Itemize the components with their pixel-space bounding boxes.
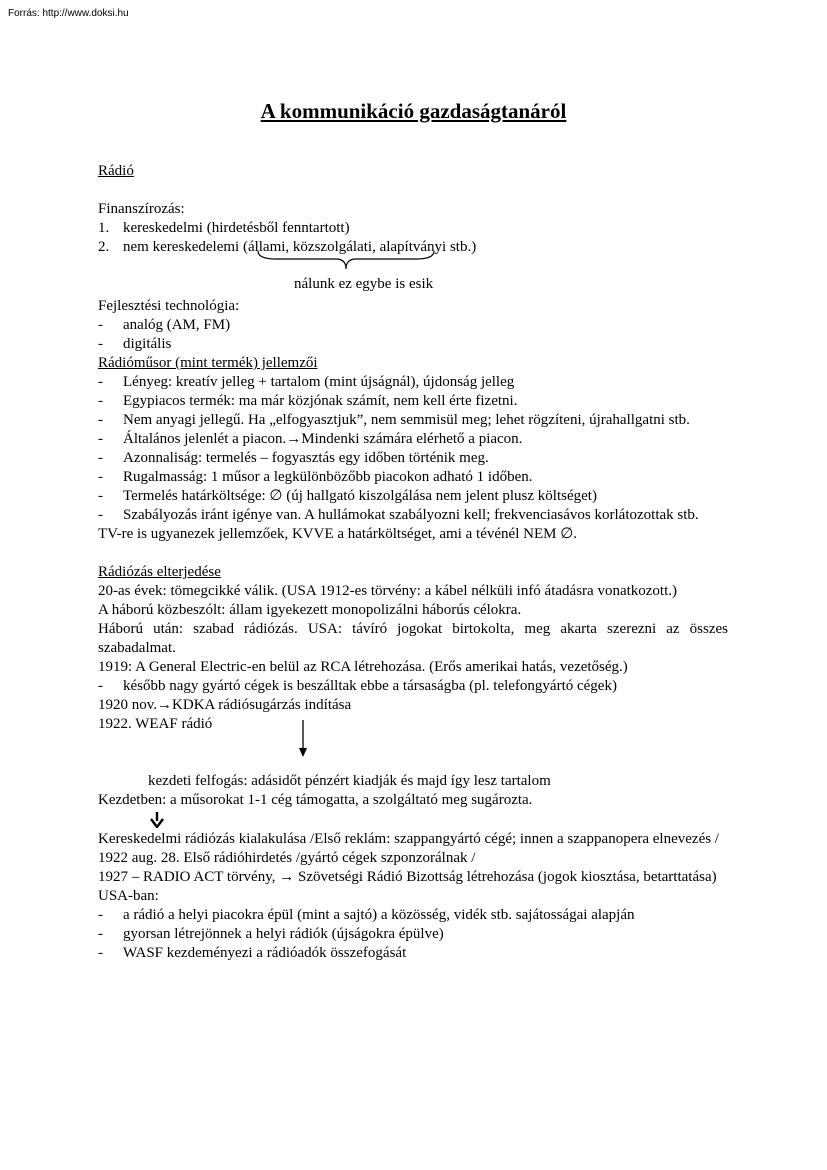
list-item: - Azonnaliság: termelés – fogyasztás egy időben történik meg. (98, 450, 489, 466)
paragraph: 1922 aug. 28. Első rádióhirdetés /gyártó cégek szponzorálnak / (98, 850, 476, 866)
curly-brace-icon (256, 249, 436, 271)
paragraph: kezdeti felfogás: adásidőt pénzért kiadják és majd így lesz tartalom (148, 773, 551, 789)
paragraph: USA-ban: (98, 888, 159, 904)
document-body (98, 162, 728, 963)
list-item: - Rugalmasság: 1 műsor a legkülönbözőbb piacokon adható 1 időben. (98, 469, 533, 485)
list-item: - Egypiacos termék: ma már közjónak számít, nem kell érte fizetni. (98, 393, 518, 409)
paragraph: Kezdetben: a műsorokat 1-1 cég támogatta, a szolgáltató meg sugározta. (98, 792, 533, 808)
arrow-annotation (98, 810, 728, 830)
brace-note: nálunk ez egybe is esik (294, 276, 434, 292)
list-item: 2. nem kereskedelemi (állami, közszolgálati, alapítványi stb.) (98, 239, 477, 255)
paragraph: A háború közbeszólt: állam igyekezett monopolizálni háborús célokra. (98, 602, 522, 618)
paragraph: 1922. WEAF rádió (98, 716, 213, 732)
paragraph: 1927 – RADIO ACT törvény, → Szövetségi Rádió Bizottság létrehozása (jogok kiosztása, betarttatása) (98, 869, 717, 885)
paragraph: Kereskedelmi rádiózás kialakulása /Első reklám: szappangyártó cégé; innen a szappanopera elnevezés / (98, 831, 719, 847)
arrow-down-icon (298, 720, 308, 758)
financing-heading: Finanszírozás: (98, 201, 185, 217)
paragraph: 1919: A General Electric-en belül az RCA létrehozása. (Erős amerikai hatás, vezetőség.) (98, 659, 628, 675)
spread-heading: Rádiózás elterjedése (98, 564, 221, 580)
list-item: - Általános jelenlét a piacon.→Mindenki számára elérhető a piacon. (98, 431, 523, 447)
paragraph: 1920 nov.→KDKA rádiósugárzás indítása (98, 697, 352, 713)
brace-annotation (98, 257, 728, 297)
list-item: - a rádió a helyi piacokra épül (mint a sajtó) a közösség, vidék stb. sajátosságai alapján (98, 907, 635, 923)
paragraph: Háború után: szabad rádiózás. USA: távíró jogokat birtokolta, meg akarta szerezni az összes szabadalmat. (98, 621, 728, 656)
list-item: - analóg (AM, FM) (98, 317, 231, 333)
list-item: - Lényeg: kreatív jelleg + tartalom (mint újságnál), újdonság jelleg (98, 374, 515, 390)
arrow-annotation (98, 734, 728, 772)
bold-arrow-down-icon (150, 812, 164, 828)
list-item: - Nem anyagi jellegű. Ha „elfogyasztjuk”, nem semmisül meg; lehet rögzíteni, újrahallgatni stb. (98, 412, 690, 428)
list-item: - WASF kezdeményezi a rádióadók összefogását (98, 945, 407, 961)
list-item: - Szabályozás iránt igénye van. A hullámokat szabályozni kell; frekvenciasávos korlátozottak stb. (98, 507, 699, 523)
section-heading-radio: Rádió (98, 163, 134, 179)
features-heading: Rádióműsor (mint termék) jellemzői (98, 355, 318, 371)
list-item: - Termelés határköltsége: ∅ (új hallgató kiszolgálása nem jelent plusz költséget) (98, 488, 597, 504)
list-item: - később nagy gyártó cégek is beszálltak ebbe a társaságba (pl. telefongyártó cégek) (98, 678, 617, 694)
list-item: - gyorsan létrejönnek a helyi rádiók (újságokra épülve) (98, 926, 444, 942)
tech-heading: Fejlesztési technológia: (98, 298, 240, 314)
list-item: - digitális (98, 336, 172, 352)
tv-note: TV-re is ugyanezek jellemzőek, KVVE a határköltséget, ami a tévénél NEM ∅. (98, 526, 578, 542)
source-note: Forrás: http://www.doksi.hu (8, 8, 129, 19)
paragraph: 20-as évek: tömegcikké válik. (USA 1912-es törvény: a kábel nélküli infó átadásra vonatkozott.) (98, 583, 678, 599)
page-title: A kommunikáció gazdaságtanáról (260, 99, 567, 123)
list-item: 1. kereskedelmi (hirdetésből fenntartott) (98, 220, 350, 236)
